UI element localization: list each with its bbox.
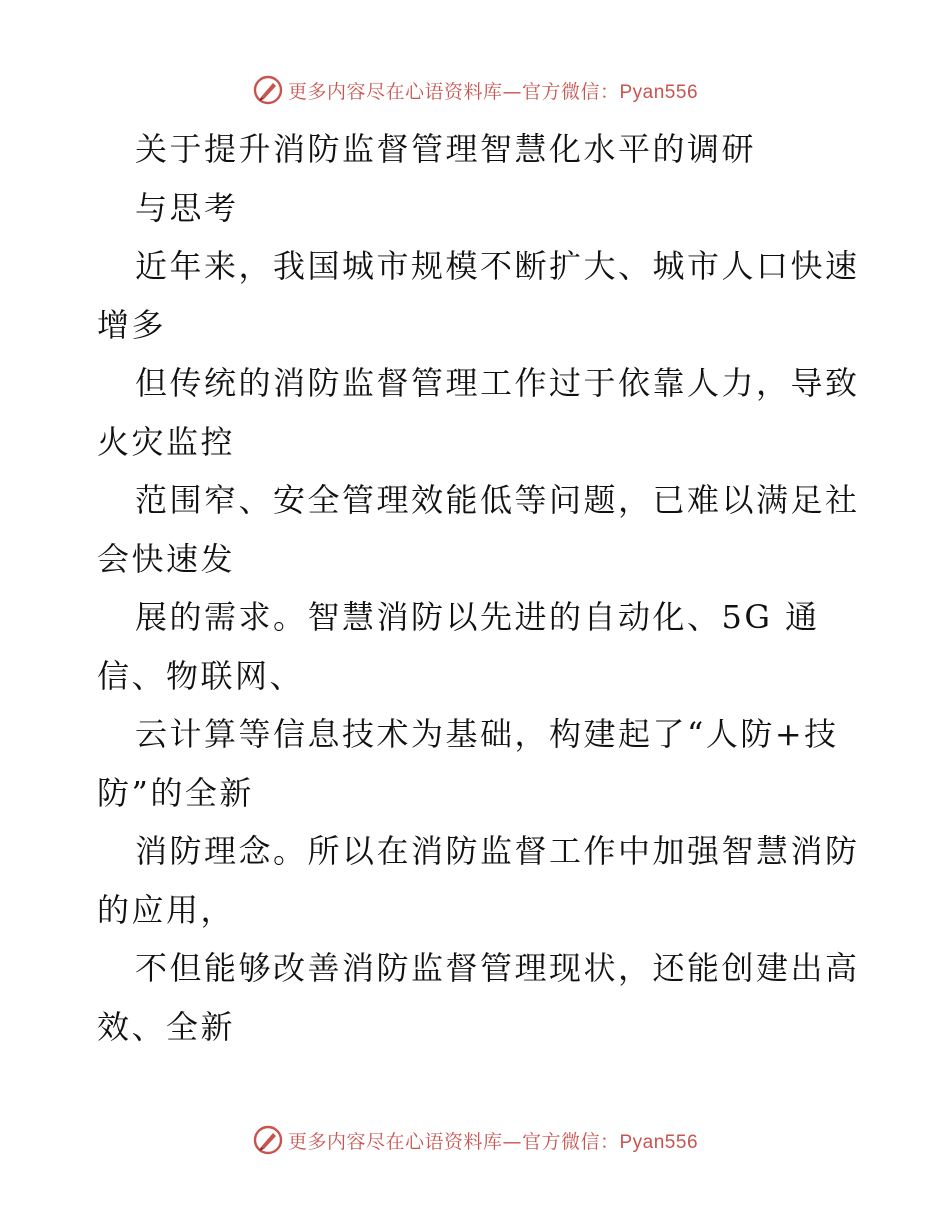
text-line: 消防理念。所以在消防监督工作中加强智慧消防 (135, 832, 860, 870)
watermark-text: 更多内容尽在心语资料库—官方微信：Pyan556 (287, 1130, 699, 1153)
document-body (97, 120, 860, 1056)
text-line: 范围窄、安全管理效能低等问题，已难以满足社 (135, 481, 860, 519)
text-line: 关于提升消防监督管理智慧化水平的调研 (135, 130, 757, 168)
text-line: 增多 (97, 305, 167, 344)
text-line: 与思考 (135, 188, 239, 227)
text-line: 近年来，我国城市规模不断扩大、城市人口快速 (135, 247, 860, 285)
text-line: 不但能够改善消防监督管理现状，还能创建出高 (135, 949, 860, 987)
text-line: 云计算等信息技术为基础，构建起了“人防+技 (135, 715, 839, 753)
text-line: 火灾监控 (97, 422, 236, 461)
text-line: 效、全新 (97, 1007, 236, 1046)
text-line: 的应用， (97, 890, 236, 929)
text-line: 信、物联网、 (97, 656, 305, 695)
text-line: 展的需求。智慧消防以先进的自动化、5G 通 (135, 598, 820, 636)
pen-logo-icon (252, 1124, 284, 1156)
footer-watermark (0, 1120, 950, 1160)
text-line: 会快速发 (97, 539, 236, 578)
watermark-account: Pyan556 (619, 1131, 699, 1153)
watermark-text: 更多内容尽在心语资料库—官方微信：Pyan556 (287, 80, 699, 103)
header-watermark (0, 70, 950, 110)
pen-logo-icon (252, 74, 284, 106)
text-line: 但传统的消防监督管理工作过于依靠人力，导致 (135, 364, 860, 402)
text-line: 防”的全新 (97, 773, 254, 812)
watermark-account: Pyan556 (619, 81, 699, 103)
